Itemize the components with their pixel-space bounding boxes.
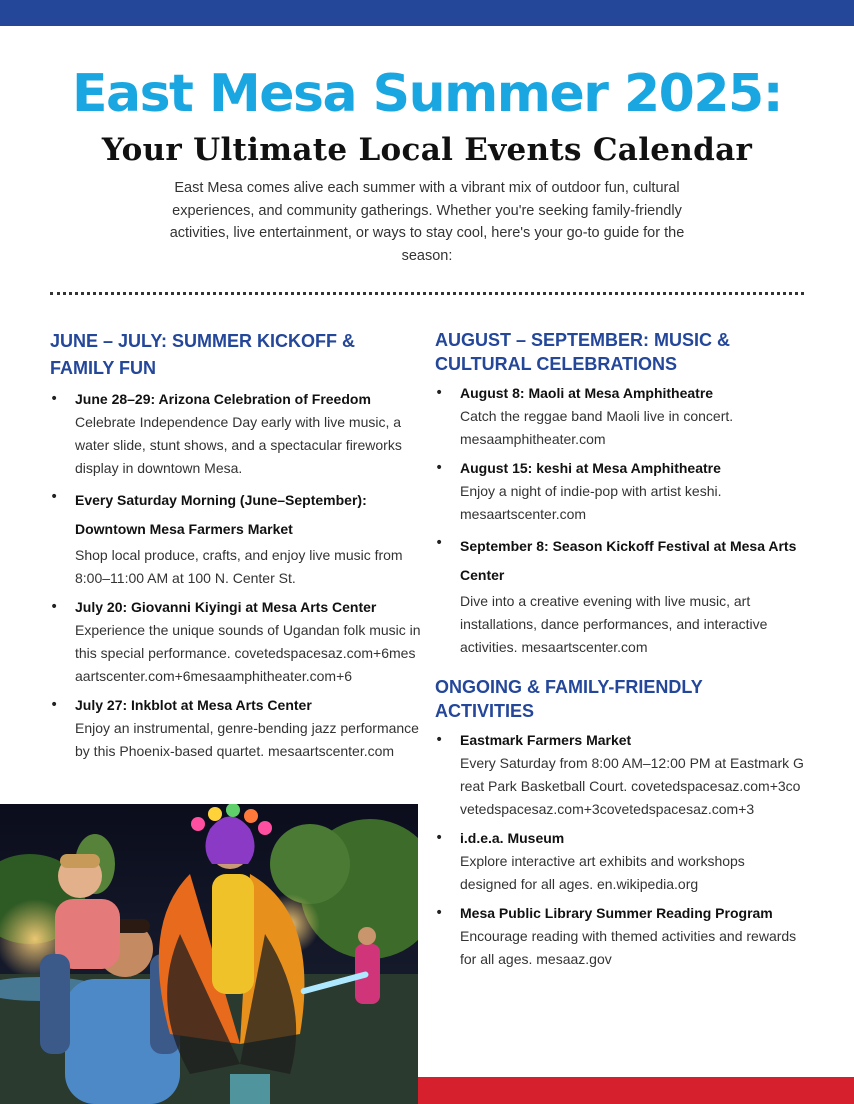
dotted-divider <box>50 292 804 295</box>
august-september-event-list <box>435 382 805 659</box>
bullet-icon: • <box>50 697 59 713</box>
bullet-icon: • <box>435 732 444 748</box>
list-item <box>435 532 805 659</box>
ongoing-event-list <box>435 729 805 971</box>
event-description: Enjoy an instrumental, genre-bending jazz performance by this Phoenix-based quartet. mesaartscenter.com <box>75 720 419 759</box>
june-july-event-list <box>50 388 422 763</box>
event-title: June 28–29: Arizona Celebration of Freedom <box>75 391 371 407</box>
top-color-bar <box>0 0 854 26</box>
event-title: July 20: Giovanni Kiyingi at Mesa Arts Center <box>75 599 377 615</box>
event-title: Mesa Public Library Summer Reading Program <box>460 905 773 921</box>
june-july-section <box>50 328 422 769</box>
event-title: Every Saturday Morning (June–September): Downtown Mesa Farmers Market <box>75 492 367 537</box>
section-heading-june-july: JUNE – JULY: SUMMER KICKOFF & FAMILY FUN <box>50 331 356 378</box>
event-description: Celebrate Independence Day early with live music, a water slide, stunt shows, and a spectacular fireworks display in downtown Mesa. <box>75 414 402 476</box>
festival-photo <box>0 804 418 1104</box>
event-description: Every Saturday from 8:00 AM–12:00 PM at Eastmark Great Park Basketball Court. covetedspacesaz.com+3covetedspacesaz.com+3covetedspacesaz.com+3 <box>460 755 804 817</box>
august-september-section <box>435 328 805 977</box>
festival-photo-illustration <box>0 804 418 1104</box>
list-item <box>435 827 805 896</box>
event-title: July 27: Inkblot at Mesa Arts Center <box>75 697 312 713</box>
event-title: August 15: keshi at Mesa Amphitheatre <box>460 460 721 476</box>
event-description: Enjoy a night of indie-pop with artist keshi. mesaartscenter.com <box>460 483 722 522</box>
list-item <box>435 382 805 451</box>
intro-paragraph: East Mesa comes alive each summer with a vibrant mix of outdoor fun, cultural experiences, and community gatherings. Whether you're seeking family-friendly activities, live entertainment, or ways to stay cool, here's your go-to guide for the season: <box>169 180 685 264</box>
page-title: East Mesa Summer 2025: <box>71 64 783 124</box>
bullet-icon: • <box>435 460 444 476</box>
bullet-icon: • <box>50 489 59 505</box>
bullet-icon: • <box>50 391 59 407</box>
event-title: September 8: Season Kickoff Festival at Mesa Arts Center <box>460 538 797 583</box>
section-heading-ongoing: ONGOING & FAMILY-FRIENDLY ACTIVITIES <box>435 677 703 721</box>
bottom-color-bar <box>418 1077 854 1104</box>
event-description: Shop local produce, crafts, and enjoy live music from 8:00–11:00 AM at 100 N. Center St. <box>75 547 403 586</box>
event-description: Encourage reading with themed activities and rewards for all ages. mesaaz.gov <box>460 928 797 967</box>
event-title: i.d.e.a. Museum <box>460 830 565 846</box>
bullet-icon: • <box>435 385 444 401</box>
page-subtitle: Your Ultimate Local Events Calendar <box>101 132 753 168</box>
list-item <box>435 902 805 971</box>
list-item <box>435 457 805 526</box>
list-item <box>50 388 422 480</box>
event-description: Experience the unique sounds of Ugandan folk music in this special performance. covetedspacesaz.com+6mesaartscenter.com+6mesaamphitheater.com+6 <box>75 622 421 684</box>
list-item <box>435 729 805 821</box>
bullet-icon: • <box>435 830 444 846</box>
event-title: August 8: Maoli at Mesa Amphitheatre <box>460 385 714 401</box>
event-description: Explore interactive art exhibits and workshops designed for all ages. en.wikipedia.org <box>460 853 745 892</box>
list-item <box>50 694 422 763</box>
section-heading-august-september: AUGUST – SEPTEMBER: MUSIC & CULTURAL CELEBRATIONS <box>435 330 731 374</box>
event-title: Eastmark Farmers Market <box>460 732 632 748</box>
list-item <box>50 486 422 590</box>
event-description: Dive into a creative evening with live music, art installations, dance performances, and interactive activities. mesaartscenter.com <box>460 593 768 655</box>
bullet-icon: • <box>435 535 444 551</box>
bullet-icon: • <box>50 599 59 615</box>
list-item <box>50 596 422 688</box>
event-description: Catch the reggae band Maoli live in concert. mesaamphitheater.com <box>460 408 734 447</box>
bullet-icon: • <box>435 905 444 921</box>
